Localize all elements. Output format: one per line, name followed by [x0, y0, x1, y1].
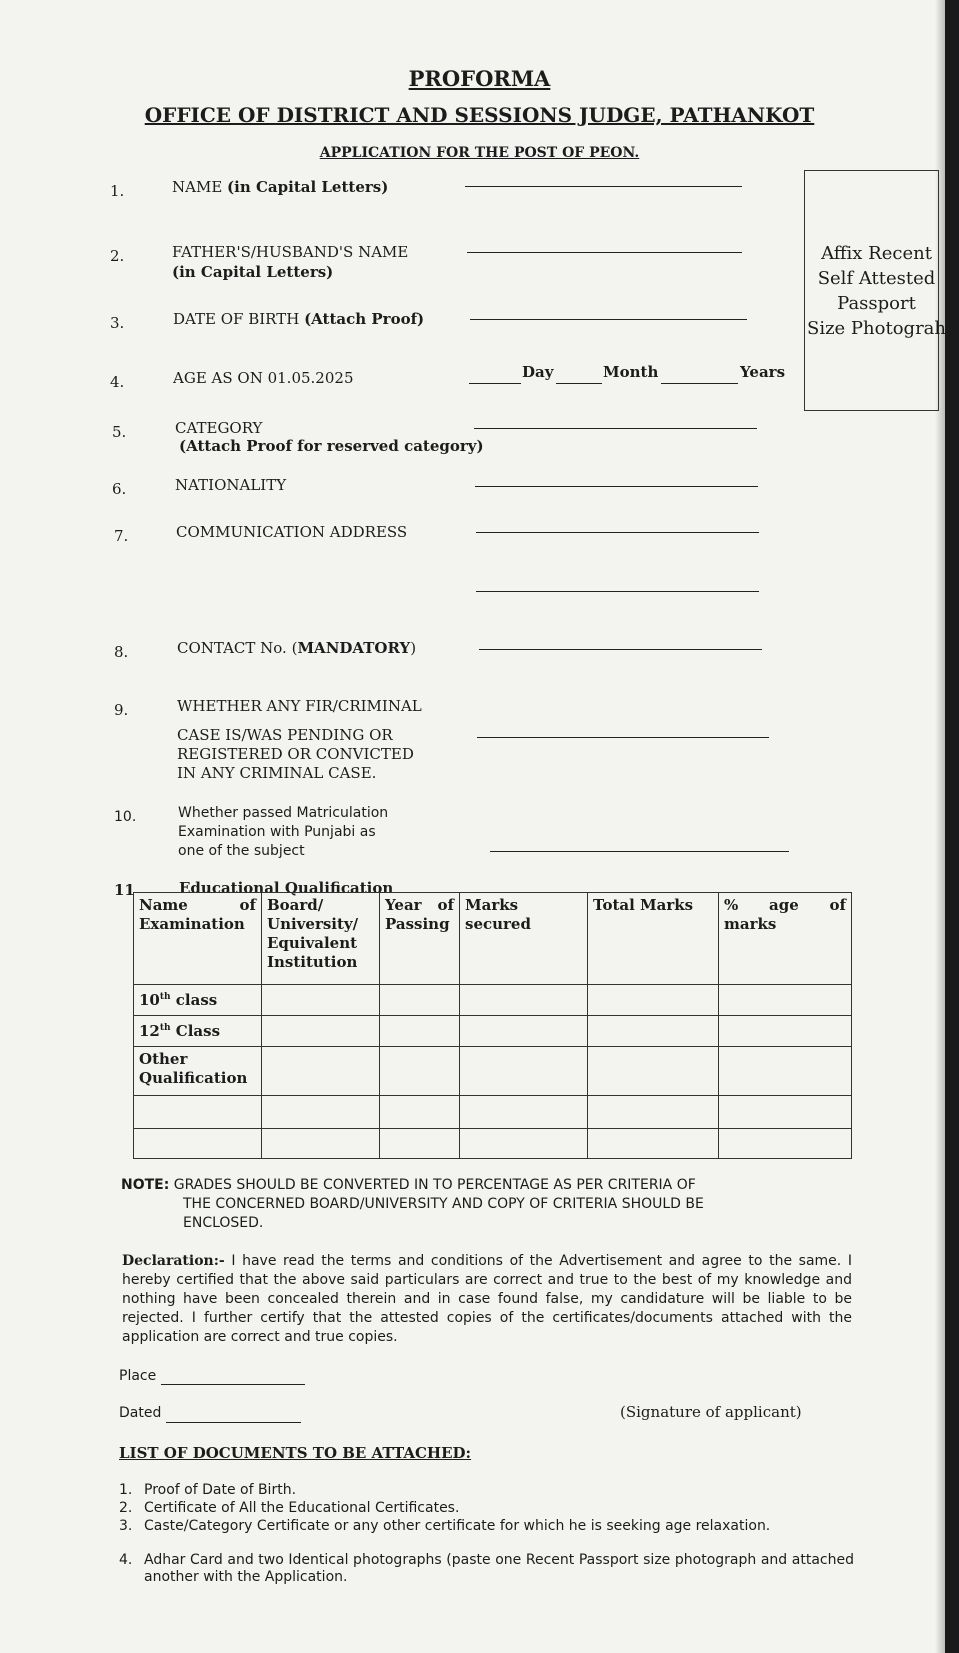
- table-cell[interactable]: [460, 985, 588, 1016]
- header-year: Year of Passing: [380, 893, 460, 985]
- table-row: [134, 1096, 852, 1129]
- table-cell[interactable]: [262, 1016, 380, 1047]
- note-line-2: THE CONCERNED BOARD/UNIVERSITY AND COPY OF CRITERIA SHOULD BE: [183, 1196, 704, 1212]
- field-5-label-note: (Attach Proof for reserved category): [179, 437, 484, 455]
- age-month-label: Month: [603, 363, 659, 381]
- field-10-line-2: Examination with Punjabi as: [178, 824, 376, 840]
- age-day-line[interactable]: [469, 383, 521, 384]
- field-3-label: DATE OF BIRTH (Attach Proof): [173, 310, 425, 328]
- photo-text-2: Self Attested: [817, 268, 936, 289]
- place-label: Place: [119, 1368, 157, 1384]
- table-cell[interactable]: [719, 1129, 852, 1159]
- matric-input-line[interactable]: [490, 851, 789, 852]
- photo-text-1: Affix Recent: [821, 243, 932, 264]
- table-cell[interactable]: [380, 985, 460, 1016]
- field-5-number: 5.: [112, 423, 127, 441]
- fir-input-line[interactable]: [477, 737, 769, 738]
- age-day-label: Day: [522, 363, 554, 381]
- table-row: [134, 1129, 852, 1159]
- table-cell[interactable]: [262, 1047, 380, 1096]
- table-cell[interactable]: [134, 1129, 262, 1159]
- nationality-input-line[interactable]: [475, 486, 758, 487]
- field-10-number: 10.: [114, 809, 137, 825]
- field-4-label: AGE AS ON 01.05.2025: [173, 369, 354, 387]
- declaration: Declaration:- I have read the terms and conditions of the Advertisement and agree to the same. I hereby certified that the above said particulars are correct and true to the best of my knowledge and nothing have been concealed therein and in case found false, my candidature will be liable to be rejected. I further certify that the attested copies of the certificates/documents attached with the application are correct and true copies.: [122, 1253, 852, 1345]
- table-cell[interactable]: [588, 985, 719, 1016]
- proforma-title: PROFORMA: [408, 66, 551, 91]
- address-input-line-1[interactable]: [476, 532, 759, 533]
- table-cell[interactable]: [719, 1096, 852, 1129]
- list-item: 1. Proof of Date of Birth.: [119, 1482, 297, 1498]
- table-cell[interactable]: [380, 1096, 460, 1129]
- field-4-number: 4.: [110, 373, 125, 391]
- father-name-input-line[interactable]: [467, 252, 742, 253]
- documents-title: LIST OF DOCUMENTS TO BE ATTACHED:: [119, 1444, 472, 1462]
- photo-box[interactable]: [804, 170, 939, 411]
- table-cell[interactable]: [460, 1047, 588, 1096]
- field-1-number: 1.: [110, 182, 125, 200]
- row-10th-label: 10th class: [134, 985, 262, 1016]
- field-2-number: 2.: [110, 247, 125, 265]
- table-cell[interactable]: [262, 985, 380, 1016]
- note-line-1: NOTE: GRADES SHOULD BE CONVERTED IN TO PERCENTAGE AS PER CRITERIA OF: [121, 1177, 696, 1193]
- table-cell[interactable]: [460, 1096, 588, 1129]
- place-input-line[interactable]: [161, 1384, 305, 1385]
- header-percentage: % age of marks: [719, 893, 852, 985]
- table-cell[interactable]: [262, 1096, 380, 1129]
- table-cell[interactable]: [460, 1016, 588, 1047]
- field-1-label: NAME (in Capital Letters): [172, 178, 389, 196]
- table-cell[interactable]: [588, 1096, 719, 1129]
- dated-label: Dated: [119, 1405, 162, 1421]
- note-line-3: ENCLOSED.: [183, 1215, 264, 1231]
- list-item: 4. Adhar Card and two Identical photographs (paste one Recent Passport size photograph and attached another with the Application.: [119, 1552, 854, 1585]
- table-row: [134, 1047, 852, 1096]
- field-9-line-4: IN ANY CRIMINAL CASE.: [177, 764, 377, 782]
- application-title: APPLICATION FOR THE POST OF PEON.: [319, 145, 640, 161]
- header-total: Total Marks: [588, 893, 719, 985]
- dob-input-line[interactable]: [470, 319, 747, 320]
- table-row: [134, 985, 852, 1016]
- row-12th-label: 12th Class: [134, 1016, 262, 1047]
- row-other-label: Other Qualification: [134, 1047, 262, 1096]
- dated-input-line[interactable]: [166, 1422, 301, 1423]
- header-exam: Name of Examination: [134, 893, 262, 985]
- table-header-row: [134, 893, 852, 985]
- table-cell[interactable]: [588, 1129, 719, 1159]
- category-input-line[interactable]: [474, 428, 757, 429]
- field-9-line-3: REGISTERED OR CONVICTED: [177, 745, 414, 763]
- age-month-line[interactable]: [556, 383, 602, 384]
- field-10-line-3: one of the subject: [178, 843, 305, 859]
- table-cell[interactable]: [380, 1047, 460, 1096]
- field-7-label: COMMUNICATION ADDRESS: [176, 523, 408, 541]
- education-table: [133, 892, 852, 1159]
- field-9-line-2: CASE IS/WAS PENDING OR: [177, 726, 393, 744]
- list-item: 3. Caste/Category Certificate or any other certificate for which he is seeking age relaxation.: [119, 1518, 771, 1534]
- field-6-label: NATIONALITY: [175, 476, 287, 494]
- photo-text-3: Passport: [837, 293, 916, 314]
- office-title: OFFICE OF DISTRICT AND SESSIONS JUDGE, PATHANKOT: [144, 103, 815, 127]
- age-years-label: Years: [740, 363, 786, 381]
- table-cell[interactable]: [460, 1129, 588, 1159]
- field-9-line-1: WHETHER ANY FIR/CRIMINAL: [177, 697, 422, 715]
- field-11-number: 11: [114, 881, 135, 899]
- table-row: [134, 1016, 852, 1047]
- field-8-number: 8.: [114, 643, 129, 661]
- table-cell[interactable]: [134, 1096, 262, 1129]
- field-9-number: 9.: [114, 701, 129, 719]
- contact-input-line[interactable]: [479, 649, 762, 650]
- table-cell[interactable]: [380, 1129, 460, 1159]
- table-cell[interactable]: [588, 1047, 719, 1096]
- age-years-line[interactable]: [661, 383, 738, 384]
- header-board: Board/ University/ Equivalent Institution: [262, 893, 380, 985]
- field-7-number: 7.: [114, 527, 129, 545]
- field-2-label: FATHER'S/HUSBAND'S NAME: [172, 243, 409, 261]
- table-cell[interactable]: [262, 1129, 380, 1159]
- field-5-label: CATEGORY: [175, 419, 263, 437]
- signature-label: (Signature of applicant): [620, 1403, 802, 1421]
- field-8-label: CONTACT No. (MANDATORY): [177, 639, 417, 657]
- header-marks: Marks secured: [460, 893, 588, 985]
- field-6-number: 6.: [112, 480, 127, 498]
- table-cell[interactable]: [719, 1016, 852, 1047]
- list-item: 2. Certificate of All the Educational Certificates.: [119, 1500, 460, 1516]
- field-3-number: 3.: [110, 314, 125, 332]
- name-input-line[interactable]: [465, 186, 742, 187]
- field-2-label-note: (in Capital Letters): [172, 263, 334, 281]
- table-cell[interactable]: [719, 985, 852, 1016]
- field-10-line-1: Whether passed Matriculation: [178, 805, 389, 821]
- address-input-line-2[interactable]: [476, 591, 759, 592]
- table-cell[interactable]: [588, 1016, 719, 1047]
- table-cell[interactable]: [719, 1047, 852, 1096]
- field-11-label: Educational Qualification: [179, 879, 394, 897]
- table-cell[interactable]: [380, 1016, 460, 1047]
- photo-text-4: Size Photograh: [806, 318, 946, 339]
